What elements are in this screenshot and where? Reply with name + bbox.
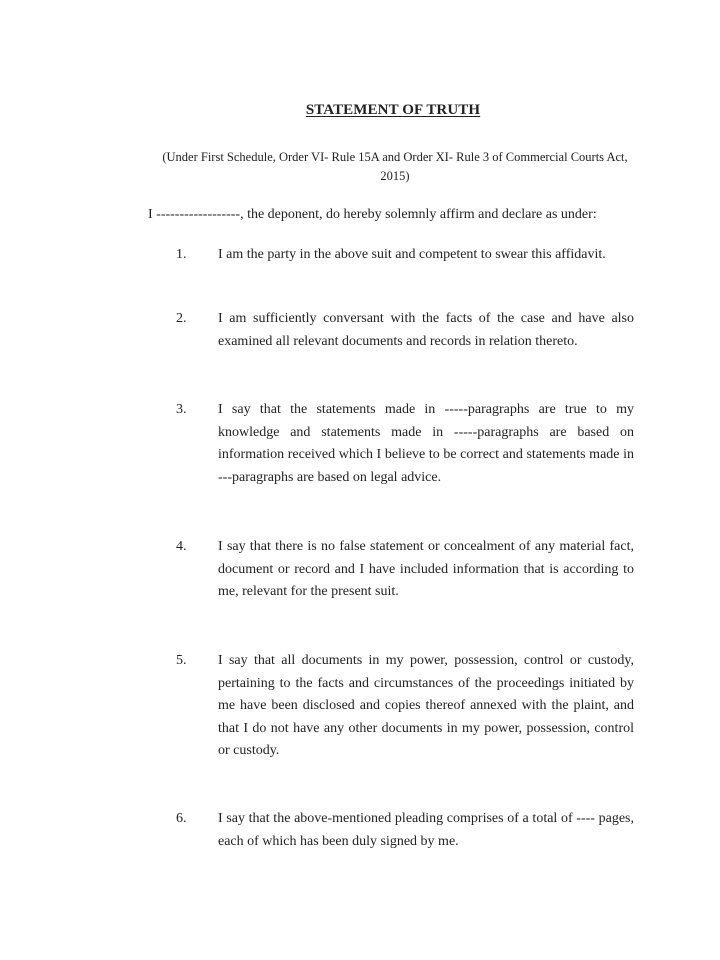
paragraph-text: I am sufficiently conversant with the facts of the case and have also examined all relevant documents and records in relation thereto. <box>218 311 634 349</box>
paragraph-text: I say that the above-mentioned pleading comprises of a total of ---- pages, each of which has been duly signed by me. <box>218 811 634 849</box>
paragraph-number: 3. <box>176 402 187 417</box>
paragraph-text: I say that there is no false statement or concealment of any material fact, document or record and I have included information that is according to me, relevant for the present suit. <box>218 539 634 599</box>
numbered-paragraph <box>148 650 634 763</box>
numbered-paragraph <box>148 399 634 489</box>
document-title: STATEMENT OF TRUTH <box>305 102 481 118</box>
paragraph-number: 6. <box>176 811 187 826</box>
paragraph-number: 4. <box>176 539 187 554</box>
paragraph-number: 1. <box>176 247 187 262</box>
numbered-paragraph <box>148 808 634 853</box>
paragraph-number: 2. <box>176 311 187 326</box>
numbered-paragraph <box>148 308 634 353</box>
intro-paragraph: I ------------------, the deponent, do hereby solemnly affirm and declare as under: <box>148 207 597 222</box>
paragraph-number: 5. <box>176 653 187 668</box>
numbered-paragraph <box>148 244 634 267</box>
paragraph-text: I am the party in the above suit and competent to swear this affidavit. <box>218 247 606 262</box>
numbered-paragraph <box>148 536 634 604</box>
document-subtitle: (Under First Schedule, Order VI- Rule 15A and Order XI- Rule 3 of Commercial Courts Act, 2015) <box>162 150 628 183</box>
paragraph-text: I say that all documents in my power, possession, control or custody, pertaining to the facts and circumstances of the proceedings initiated by me have been disclosed and copies thereof annexed with the plaint, and that I do not have any other documents in my power, possession, control or custody. <box>218 653 634 758</box>
paragraph-text: I say that the statements made in -----paragraphs are true to my knowledge and statements made in -----paragraphs are based on information received which I believe to be correct and statements made in ---paragraphs are based on legal advice. <box>218 402 634 485</box>
